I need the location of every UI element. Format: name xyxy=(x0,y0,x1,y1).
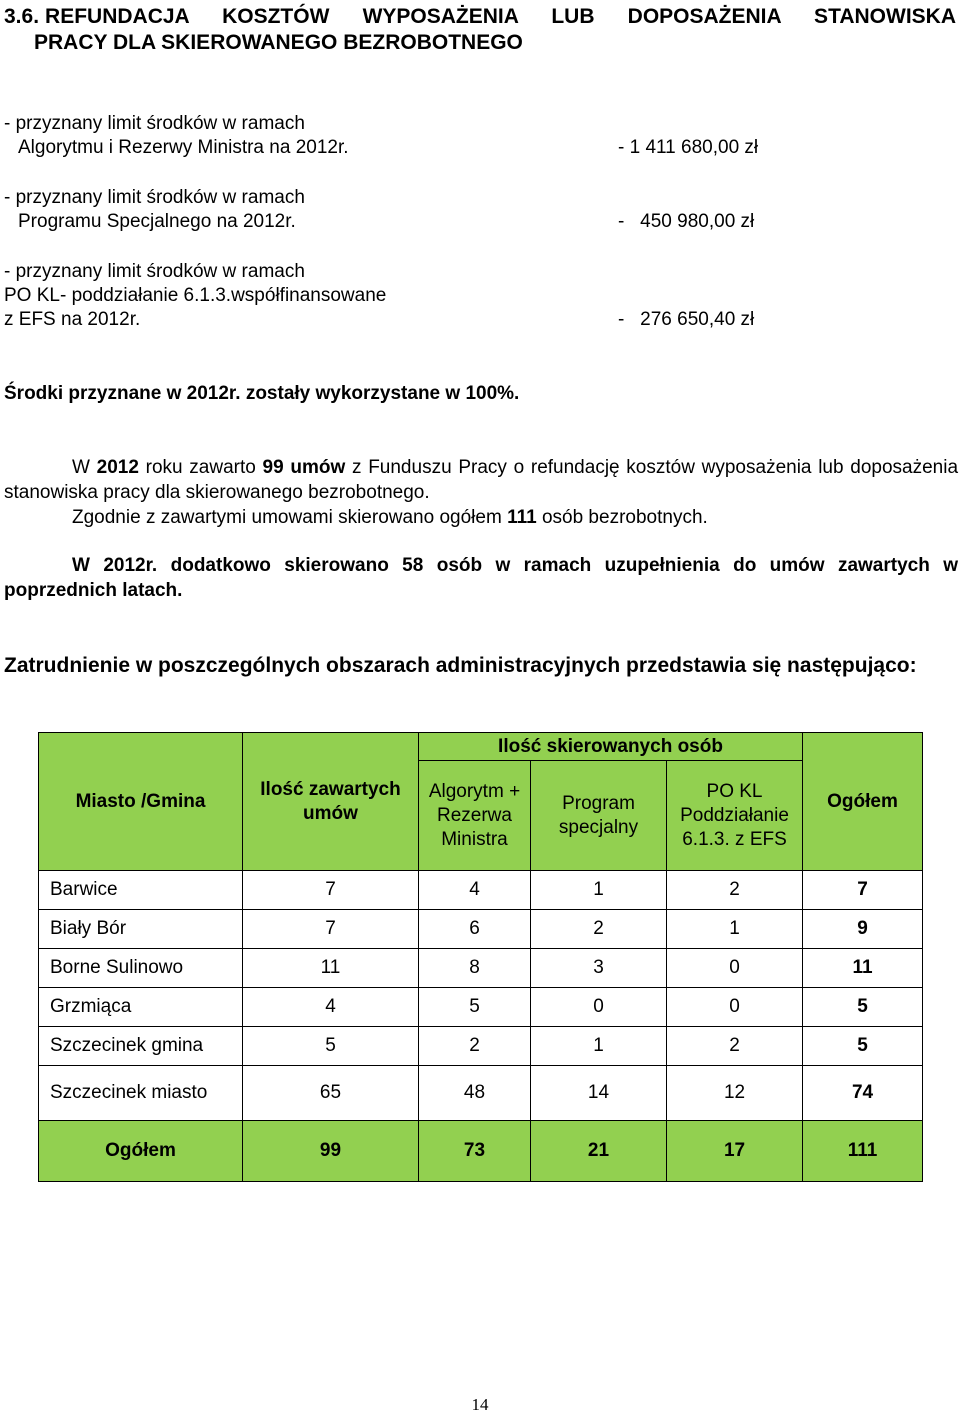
header-program: Program specjalny xyxy=(531,761,667,871)
limit-amount: - 1 411 680,00 zł xyxy=(618,137,759,158)
text-run: Zgodnie z zawartymi umowami skierowano ogółem xyxy=(72,507,508,528)
paragraph-additional xyxy=(4,553,958,603)
cell-algorithm: 4 xyxy=(419,871,531,910)
cell-city: Grzmiąca xyxy=(39,988,243,1027)
limit-label-line: PO KL- poddziałanie 6.1.3.współfinansowane xyxy=(4,285,387,306)
year-value: 2012 xyxy=(96,457,139,478)
cell-contracts: 4 xyxy=(243,988,419,1027)
limit-label-line: Programu Specjalnego na 2012r. xyxy=(18,211,296,232)
cell-algorithm: 6 xyxy=(419,910,531,949)
cell-total: 74 xyxy=(803,1066,923,1121)
header-total: Ogółem xyxy=(803,733,923,871)
limit-label-line: - przyznany limit środków w ramach xyxy=(4,113,305,134)
cell-city: Szczecinek gmina xyxy=(39,1027,243,1066)
cell-city: Barwice xyxy=(39,871,243,910)
contracts-count: 99 xyxy=(262,457,284,478)
limit-amount: - 276 650,40 zł xyxy=(618,309,755,330)
text-run-bold: umów xyxy=(290,457,346,478)
table-row xyxy=(39,988,923,1027)
limit-amount: - 450 980,00 zł xyxy=(618,211,755,232)
cell-program: 3 xyxy=(531,949,667,988)
cell-city: Biały Bór xyxy=(39,910,243,949)
cell-pokl: 12 xyxy=(667,1066,803,1121)
cell-pokl: 0 xyxy=(667,949,803,988)
cell-program: 21 xyxy=(531,1121,667,1182)
cell-contracts: 5 xyxy=(243,1027,419,1066)
cell-total: 5 xyxy=(803,988,923,1027)
header-city: Miasto /Gmina xyxy=(39,733,243,871)
table-row xyxy=(39,1066,923,1121)
text-run: roku zawarto xyxy=(138,457,263,478)
paragraph-referred xyxy=(4,505,958,530)
cell-pokl: 1 xyxy=(667,910,803,949)
table-row xyxy=(39,871,923,910)
text-run: W xyxy=(72,457,97,478)
section-title-line-2: PRACY DLA SKIEROWANEGO BEZROBOTNEGO xyxy=(34,31,523,54)
referred-count: 111 xyxy=(507,507,537,528)
cell-total: 9 xyxy=(803,910,923,949)
cell-algorithm: 48 xyxy=(419,1066,531,1121)
limit-item-pokl xyxy=(4,260,956,332)
cell-total: 7 xyxy=(803,871,923,910)
cell-algorithm: 8 xyxy=(419,949,531,988)
text-run: z Funduszu Pracy o refundację kosztów wyposażenia lub doposażenia stanowiska pracy dla skierowanego bezrobotnego. xyxy=(4,457,959,503)
cell-city: Borne Sulinowo xyxy=(39,949,243,988)
cell-contracts: 7 xyxy=(243,910,419,949)
cell-contracts: 99 xyxy=(243,1121,419,1182)
section-title-line-1: REFUNDACJA KOSZTÓW WYPOSAŻENIA LUB DOPOSAŻENIA STANOWISKA xyxy=(45,5,956,28)
header-contracts: Ilość zawartych umów xyxy=(243,733,419,871)
header-referred-group: Ilość skierowanych osób xyxy=(419,733,803,761)
cell-pokl: 2 xyxy=(667,1027,803,1066)
header-algorithm: Algorytm + Rezerwa Ministra xyxy=(419,761,531,871)
paragraph-contracts xyxy=(4,455,958,505)
section-heading-line-1 xyxy=(4,4,956,30)
table-row xyxy=(39,1027,923,1066)
cell-contracts: 7 xyxy=(243,871,419,910)
cell-algorithm: 5 xyxy=(419,988,531,1027)
table-total-row xyxy=(39,1121,923,1182)
cell-contracts: 11 xyxy=(243,949,419,988)
cell-total: 5 xyxy=(803,1027,923,1066)
limit-label-line: z EFS na 2012r. xyxy=(4,309,141,330)
table-row xyxy=(39,949,923,988)
header-pokl: PO KL Poddziałanie 6.1.3. z EFS xyxy=(667,761,803,871)
table-row xyxy=(39,910,923,949)
usage-note: Środki przyznane w 2012r. zostały wykorzystane w 100%. xyxy=(4,383,520,404)
cell-algorithm: 2 xyxy=(419,1027,531,1066)
cell-algorithm: 73 xyxy=(419,1121,531,1182)
cell-pokl: 2 xyxy=(667,871,803,910)
section-number: 3.6. xyxy=(4,5,40,28)
cell-program: 1 xyxy=(531,871,667,910)
cell-pokl: 17 xyxy=(667,1121,803,1182)
limit-item-special-program xyxy=(4,186,956,234)
employment-table xyxy=(38,732,923,1182)
cell-city: Ogółem xyxy=(39,1121,243,1182)
limit-label-line: - przyznany limit środków w ramach xyxy=(4,261,305,282)
cell-program: 14 xyxy=(531,1066,667,1121)
limit-label-line: - przyznany limit środków w ramach xyxy=(4,187,305,208)
table-intro: Zatrudnienie w poszczególnych obszarach administracyjnych przedstawia się następująco: xyxy=(4,654,917,677)
text-run: osób bezrobotnych. xyxy=(536,507,708,528)
section-heading xyxy=(4,4,956,56)
cell-total: 111 xyxy=(803,1121,923,1182)
limit-label-line: Algorytmu i Rezerwy Ministra na 2012r. xyxy=(18,137,349,158)
cell-program: 2 xyxy=(531,910,667,949)
cell-pokl: 0 xyxy=(667,988,803,1027)
cell-city: Szczecinek miasto xyxy=(39,1066,243,1121)
cell-contracts: 65 xyxy=(243,1066,419,1121)
limit-item-algorithm xyxy=(4,112,956,160)
cell-total: 11 xyxy=(803,949,923,988)
cell-program: 1 xyxy=(531,1027,667,1066)
page-number: 14 xyxy=(471,1395,489,1414)
text-run: W 2012r. dodatkowo skierowano 58 osób w ramach uzupełnienia do umów zawartych w poprzednich latach. xyxy=(4,555,958,601)
cell-program: 0 xyxy=(531,988,667,1027)
